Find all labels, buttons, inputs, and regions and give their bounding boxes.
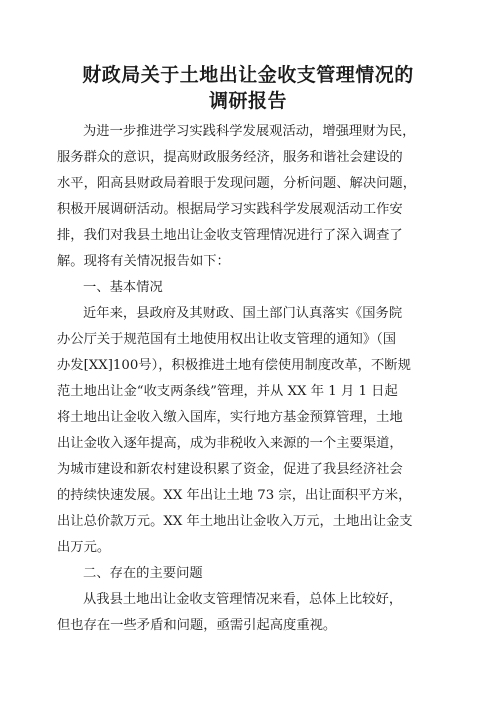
body-line: 出让总价款万元。XX 年土地出让金收入万元，土地出让金支 [57, 514, 413, 529]
body-line: 为进一步推进学习实践科学发展观活动，增强理财为民， [83, 124, 416, 139]
body-line: 范土地出让金“收支两条线”管理，并从 XX 年 1 月 1 日起 [57, 384, 398, 399]
body-line: 办公厅关于规范国有土地使用权出让收支管理的通知》（国 [57, 332, 397, 347]
body-line: 积极开展调研活动。根据局学习实践科学发展观活动工作安 [57, 202, 403, 217]
section-heading-basic: 一、基本情况 [83, 280, 163, 295]
body-line: 近年来，县政府及其财政、国土部门认真落实《国务院 [83, 306, 403, 321]
body-line: 出万元。 [57, 540, 111, 555]
body-line: 办发[XX]100号），积极推进土地有偿使用制度改革，不断规 [57, 358, 411, 373]
section-heading-problems: 二、存在的主要问题 [83, 566, 203, 581]
body-line: 解。现将有关情况报告如下： [57, 254, 230, 269]
body-line: 的持续快速发展。XX 年出让土地 73 宗，出让面积平方米， [57, 488, 412, 503]
body-line: 从我县土地出让金收支管理情况来看，总体上比较好， [83, 592, 403, 607]
body-line: 排，我们对我县土地出让金收支管理情况进行了深入调查了 [57, 228, 403, 243]
document-title-line-2: 调研报告 [208, 90, 287, 112]
body-line: 为城市建设和新农村建设积累了资金，促进了我县经济社会 [57, 462, 403, 477]
document-title-line-1: 财政局关于土地出让金收支管理情况的 [82, 64, 414, 86]
body-line: 但也存在一些矛盾和问题，亟需引起高度重视。 [57, 618, 337, 633]
body-line: 将土地出让金收入缴入国库，实行地方基金预算管理，土地 [57, 410, 403, 425]
body-line: 服务群众的意识，提高财政服务经济，服务和谐社会建设的 [57, 150, 403, 165]
body-line: 出让金收入逐年提高，成为非税收入来源的一个主要渠道， [57, 436, 403, 451]
body-line: 水平，阳高县财政局着眼于发现问题，分析问题、解决问题， [57, 176, 417, 191]
